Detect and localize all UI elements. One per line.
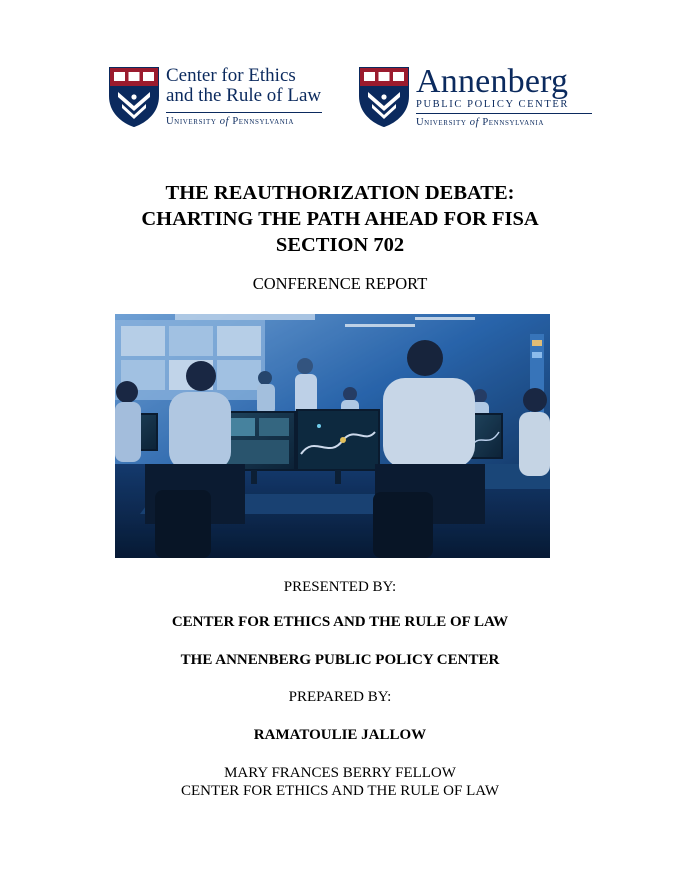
penn-shield-icon: [108, 66, 160, 128]
presented-by-label: PRESENTED BY:: [283, 579, 397, 595]
author-role: MARY FRANCES BERRY FELLOW: [224, 765, 456, 781]
report-title-line: SECTION 702: [275, 234, 405, 256]
author-name: RAMATOULIE JALLOW: [253, 727, 427, 743]
report-title-line: CHARTING THE PATH AHEAD FOR FISA: [141, 208, 539, 230]
presenter-name: CENTER FOR ETHICS AND THE RULE OF LAW: [171, 614, 509, 630]
annenberg-logo-divider: [416, 113, 592, 114]
cer-logo-line1: Center for Ethics: [166, 65, 296, 86]
penn-shield-icon: [358, 66, 410, 128]
annenberg-logo-text: [416, 63, 592, 128]
annenberg-logo-university: University of Pennsylvania: [416, 117, 545, 128]
report-title-line: THE REAUTHORIZATION DEBATE:: [165, 182, 515, 204]
cer-logo-university: University of Pennsylvania: [166, 116, 295, 127]
cer-logo-divider: [166, 112, 322, 113]
prepared-by-label: PREPARED BY:: [288, 689, 392, 705]
report-subtitle: CONFERENCE REPORT: [252, 274, 428, 293]
cer-logo-line2: and the Rule of Law: [166, 85, 322, 106]
author-affiliation: CENTER FOR ETHICS AND THE RULE OF LAW: [180, 783, 500, 799]
operations-center-photo: [115, 314, 550, 558]
cer-logo: [108, 66, 322, 128]
annenberg-logo: [358, 63, 592, 128]
annenberg-logo-subtitle: PUBLIC POLICY CENTER: [416, 99, 569, 110]
operations-center-illustration: [115, 314, 550, 558]
cer-logo-text: [166, 66, 322, 127]
annenberg-logo-name: Annenberg: [416, 63, 569, 100]
presenter-name: THE ANNENBERG PUBLIC POLICY CENTER: [180, 652, 500, 668]
report-title: [60, 180, 620, 258]
